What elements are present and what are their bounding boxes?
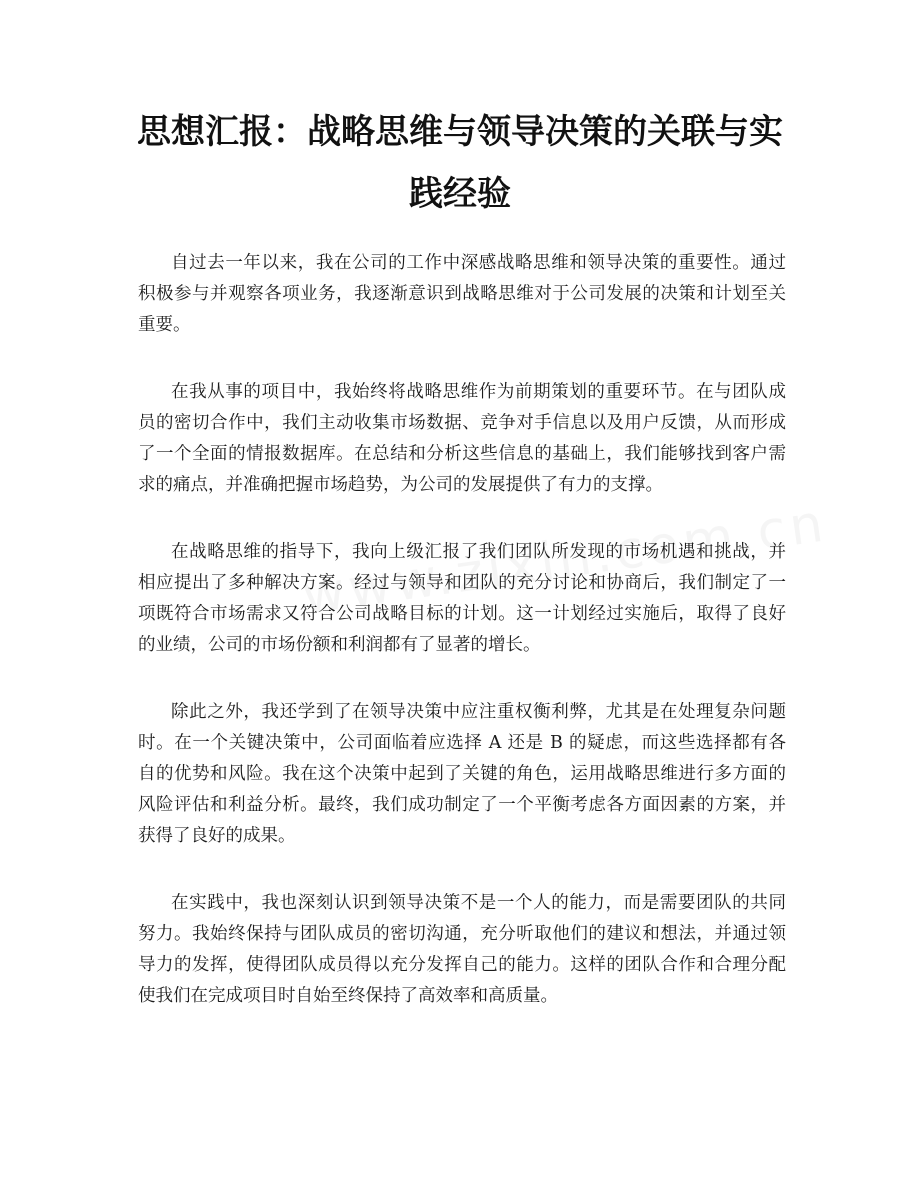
paragraph-line: 求的痛点，并准确把握市场趋势，为公司的发展提供了有力的支撑。 <box>138 475 663 495</box>
paragraph-line: 自的优势和风险。我在这个决策中起到了关键的角色，运用战略思维进行多方面的 <box>138 764 786 784</box>
paragraph-line: 风险评估和利益分析。最终，我们成功制定了一个平衡考虑各方面因素的方案，并 <box>138 795 786 815</box>
paragraph-line: 在我从事的项目中，我始终将战略思维作为前期策划的重要环节。在与团队成 <box>171 382 786 402</box>
paragraph-line: 除此之外，我还学到了在领导决策中应注重权衡利弊，尤其是在处理复杂问题 <box>171 702 786 722</box>
paragraph-line: 时。在一个关键决策中，公司面临着应选择 A 还是 B 的疑虑，而这些选择都有各 <box>138 733 786 753</box>
paragraph-line: 了一个全面的情报数据库。在总结和分析这些信息的基础上，我们能够找到客户需 <box>138 444 786 464</box>
paragraph-line: 自过去一年以来，我在公司的工作中深感战略思维和领导决策的重要性。通过 <box>171 253 786 273</box>
paragraph-line: 的业绩，公司的市场份额和利润都有了显著的增长。 <box>138 635 541 655</box>
paragraph-line: 员的密切合作中，我们主动收集市场数据、竞争对手信息以及用户反馈，从而形成 <box>138 413 786 433</box>
title-line: 思想汇报：战略思维与领导决策的关联与实 <box>137 112 783 152</box>
paragraph-line: 努力。我始终保持与团队成员的密切沟通，充分听取他们的建议和想法，并通过领 <box>138 924 786 944</box>
paragraph-line: 积极参与并观察各项业务，我逐渐意识到战略思维对于公司发展的决策和计划至关 <box>138 284 786 304</box>
paragraph-line: 获得了良好的成果。 <box>138 826 296 846</box>
document-title <box>120 101 800 225</box>
paragraph-line: 在战略思维的指导下，我向上级汇报了我们团队所发现的市场机遇和挑战，并 <box>171 542 786 562</box>
paragraph-4 <box>138 697 786 852</box>
paragraph-line: 重要。 <box>138 315 191 335</box>
paragraph-line: 相应提出了多种解决方案。经过与领导和团队的充分讨论和协商后，我们制定了一 <box>138 573 786 593</box>
paragraph-2 <box>138 377 786 501</box>
title-line: 践经验 <box>409 174 511 214</box>
paragraph-line: 导力的发挥，使得团队成员得以充分发挥自己的能力。这样的团队合作和合理分配 <box>138 955 786 975</box>
paragraph-3 <box>138 537 786 661</box>
paragraph-line: 在实践中，我也深刻认识到领导决策不是一个人的能力，而是需要团队的共同 <box>171 893 786 913</box>
paragraph-5 <box>138 888 786 1012</box>
document-body <box>138 248 786 1048</box>
paragraph-line: 项既符合市场需求又符合公司战略目标的计划。这一计划经过实施后，取得了良好 <box>138 604 786 624</box>
paragraph-line: 使我们在完成项目时自始至终保持了高效率和高质量。 <box>138 986 558 1006</box>
paragraph-1 <box>138 248 786 341</box>
